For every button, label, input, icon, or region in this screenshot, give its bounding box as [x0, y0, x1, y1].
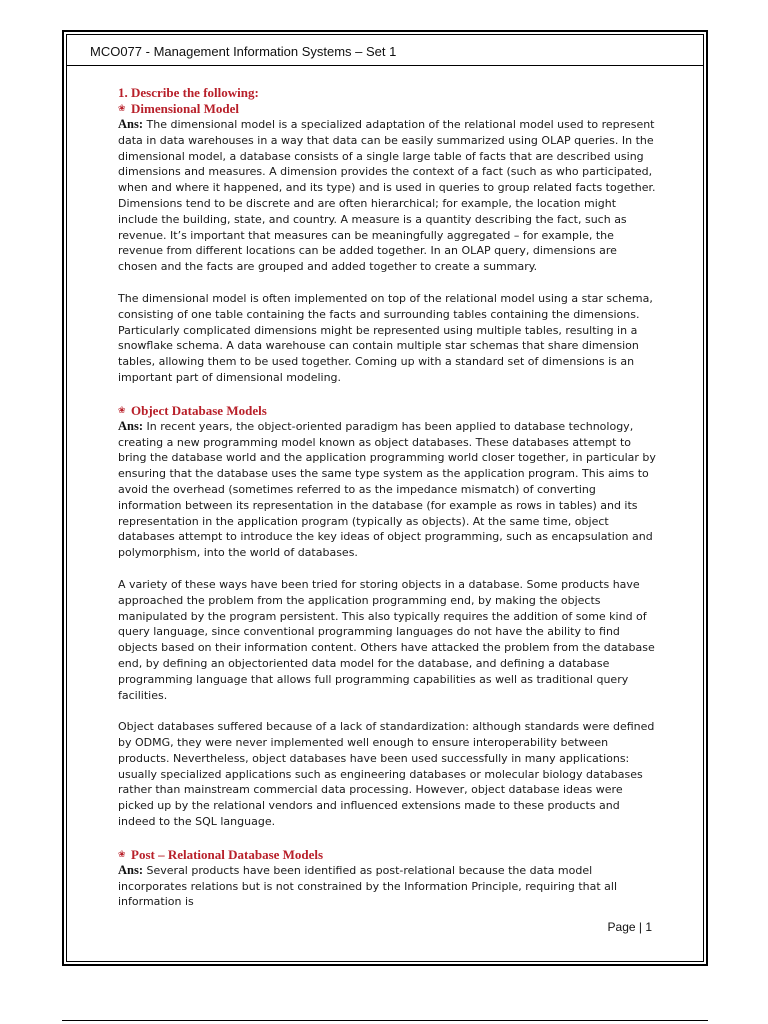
- answer-paragraph: [118, 117, 658, 275]
- header-divider: [66, 65, 704, 66]
- section-title-text: Post – Relational Database Models: [131, 846, 324, 862]
- section-title-post-relational: [118, 847, 658, 863]
- bullet-icon: ❀: [118, 849, 126, 860]
- answer-text: Several products have been identified as post-relational because the data model incorporates relations but is not constrained by the Information Principle, requiring that all information is: [118, 863, 618, 909]
- bullet-icon: ❀: [118, 405, 126, 416]
- body-paragraph: Object databases suffered because of a lack of standardization: although standards were defined by ODMG, they were never implemented well enough to ensure interoperability between products. Nevertheless, object databases have been used successfully in many applications: usually specialized applications such as engineering databases or molecular biology databases rather than mainstream commercial data processing. However, object database ideas were picked up by the relational vendors and influenced extensions made to these products and indeed to the SQL language.: [118, 720, 655, 829]
- section-title-text: Object Database Models: [131, 402, 267, 418]
- document-body: [118, 85, 658, 910]
- body-paragraph: The dimensional model is often implemented on top of the relational model using a star schema, consisting of one table containing the facts and surrounding tables containing the dimensions. Particularly complicated dimensions might be represented using multiple tables, resulting in a snowflake schema. A data warehouse can contain multiple star schemas that share dimension tables, allowing them to be used together. Coming up with a standard set of dimensions is an important part of dimensional modeling.: [118, 291, 653, 384]
- section-title-dimensional-model: [118, 101, 658, 117]
- answer-text: In recent years, the object-oriented paradigm has been applied to database technology, creating a new programming model known as object databases. These databases attempt to bring the database world and the application programming world closer together, in particular by ensuring that the database uses the same type system as the application program. This aims to avoid the overhead (sometimes referred to as the impedance mismatch) of converting information between its representation in the database (for example as rows in tables) and its representation in the application program (typically as objects). At the same time, object databases attempt to introduce the key ideas of object programming, such as encapsulation and polymorphism, into the world of databases.: [118, 419, 656, 560]
- ans-label: Ans:: [118, 117, 144, 131]
- answer-paragraph: [118, 419, 658, 561]
- section-title-text: Dimensional Model: [131, 101, 239, 116]
- answer-text: The dimensional model is a specialized adaptation of the relational model used to represent data in data warehouses in a way that data can be easily summarized using OLAP queries. In the dimensional model, a database consists of a single large table of facts that are described using dimensions and measures. A dimension provides the context of a fact (such as who participated, when and where it happened, and its type) and is used in queries to group related facts together. Dimensions tend to be discrete and are often hierarchical; for example, the location might include the building, state, and country. A measure is a quantity describing the fact, such as revenue. It’s important that measures can be meaningfully aggregated – for example, the revenue from different locations can be added together. In an OLAP query, dimensions are chosen and the facts are grouped and added together to create a summary.: [118, 118, 656, 274]
- next-page-border: [62, 1020, 708, 1021]
- answer-paragraph: [118, 863, 658, 910]
- question-title: 1. Describe the following:: [118, 85, 259, 100]
- document-header: MCO077 - Management Information Systems – Set 1: [90, 44, 397, 59]
- section-title-object-database-models: [118, 403, 658, 419]
- page-number: Page | 1: [607, 920, 652, 934]
- bullet-icon: ❀: [118, 104, 126, 114]
- body-paragraph: A variety of these ways have been tried for storing objects in a database. Some products have approached the problem from the application programming end, by making the objects manipulated by the program persistent. This also typically requires the addition of some kind of query language, since conventional programming languages do not have the ability to find objects based on their information content. Others have attacked the problem from the database end, by defining an objectoriented data model for the database, and defining a database programming language that allows full programming capabilities as well as traditional query facilities.: [118, 577, 655, 702]
- ans-label: Ans:: [118, 862, 144, 877]
- ans-label: Ans:: [118, 418, 144, 433]
